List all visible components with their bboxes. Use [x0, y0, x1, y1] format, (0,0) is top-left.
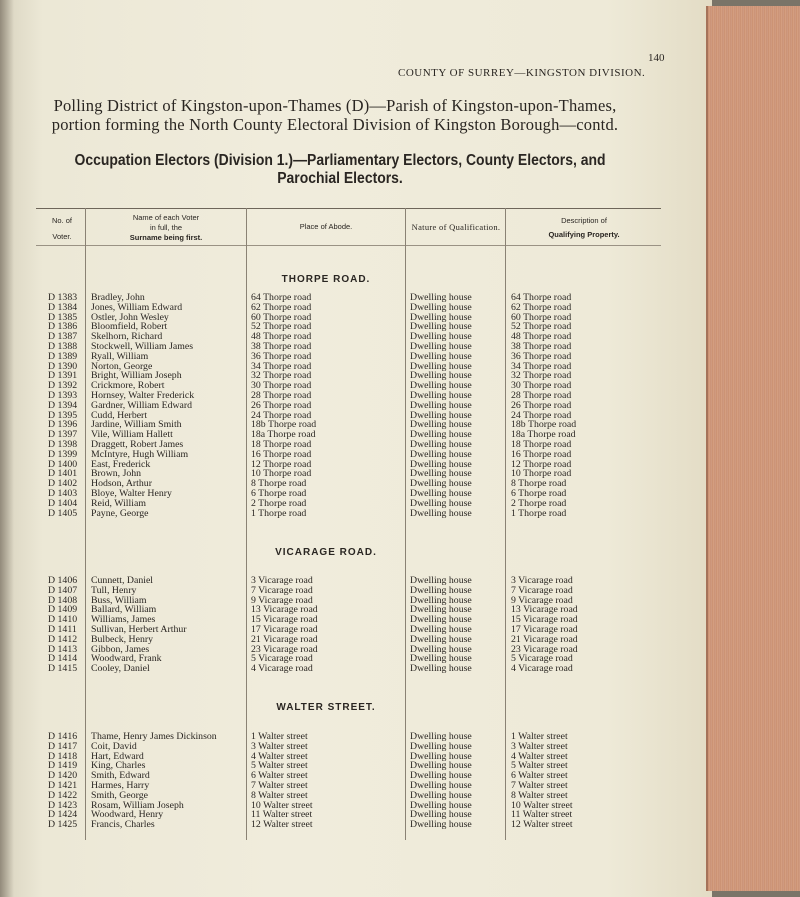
qualification: Dwelling house	[410, 341, 472, 352]
voter-number: D 1397	[48, 429, 78, 441]
qualifying-property: 5 Walter street	[511, 760, 568, 772]
polling-line-1: Polling District of Kingston-upon-Thames (D)—Parish of Kingston-upon-Thames,	[53, 96, 617, 115]
place-of-abode: 1 Walter street	[251, 731, 308, 742]
qualifying-property: 7 Walter street	[511, 780, 568, 791]
qualifying-property: 32 Thorpe road	[511, 370, 572, 382]
qualifying-property: 7 Vicarage road	[511, 584, 573, 596]
qualification: Dwelling house	[410, 604, 472, 616]
place-of-abode: 13 Vicarage road	[251, 604, 318, 616]
voter-name: Thame, Henry James Dickinson	[91, 731, 217, 742]
polling-line-2: portion forming the North County Electoral Division of Kingston Borough—contd.	[51, 115, 619, 134]
qualification: Dwelling house	[410, 331, 472, 343]
voter-name: Jones, William Edward	[91, 301, 183, 313]
place-of-abode: 4 Walter street	[251, 750, 308, 762]
voter-name: Skelhorn, Richard	[91, 331, 163, 343]
section-title: THORPE ROAD.	[281, 274, 371, 285]
voter-number: D 1415	[48, 663, 78, 675]
voter-number: D 1391	[48, 370, 78, 382]
qualifying-property: 10 Walter street	[511, 799, 573, 811]
qualifying-property: 10 Thorpe road	[511, 468, 572, 480]
qualifying-property: 5 Vicarage road	[511, 653, 573, 665]
place-of-abode: 17 Vicarage road	[251, 624, 318, 635]
qualification: Dwelling house	[410, 488, 472, 499]
voter-number: D 1407	[48, 584, 78, 596]
qualification: Dwelling house	[410, 740, 472, 752]
voter-number: D 1425	[48, 819, 78, 831]
place-of-abode: 5 Walter street	[251, 760, 308, 772]
voter-name: Cunnett, Daniel	[91, 575, 154, 586]
qualifying-property: 48 Thorpe road	[511, 331, 572, 343]
voter-name: Bright, William Joseph	[91, 370, 182, 382]
qualifying-property: 6 Walter street	[511, 770, 568, 782]
voter-number: D 1405	[48, 507, 78, 519]
qualifying-property: 15 Vicarage road	[511, 614, 578, 626]
col-header-line: in full, the	[149, 223, 183, 232]
qualifying-property: 11 Walter street	[511, 809, 573, 821]
qualifying-property: 38 Thorpe road	[511, 341, 572, 352]
voter-number: D 1412	[48, 633, 78, 645]
place-of-abode: 5 Vicarage road	[251, 653, 313, 665]
voter-name: Reid, William	[91, 497, 146, 509]
voter-name: McIntyre, Hugh William	[91, 448, 189, 460]
voter-number: D 1389	[48, 350, 78, 362]
qualification: Dwelling house	[410, 750, 472, 762]
voter-name: Harmes, Harry	[91, 780, 150, 791]
table-top-rule	[36, 208, 661, 209]
qualifying-property: 16 Thorpe road	[511, 448, 572, 460]
qualification: Dwelling house	[410, 731, 472, 742]
voter-name: Smith, George	[91, 789, 148, 801]
qualifying-property: 4 Vicarage road	[511, 663, 573, 675]
qualification: Dwelling house	[410, 370, 472, 382]
place-of-abode: 8 Thorpe road	[251, 478, 307, 490]
place-of-abode: 24 Thorpe road	[251, 409, 312, 421]
voter-name: Coit, David	[91, 740, 137, 752]
qualifying-property: 12 Thorpe road	[511, 458, 572, 470]
qualification: Dwelling house	[410, 478, 472, 490]
voter-number: D 1394	[48, 399, 78, 411]
voter-name: Draggett, Robert James	[91, 439, 184, 450]
place-of-abode: 18a Thorpe road	[251, 429, 316, 441]
voter-name: Ballard, William	[91, 604, 157, 616]
col-header-abode: Place of Abode.	[299, 222, 353, 231]
col-header-description	[507, 216, 661, 240]
spine-shadow	[0, 0, 14, 897]
voter-name: Buss, William	[91, 594, 147, 606]
qualifying-property: 34 Thorpe road	[511, 360, 572, 372]
occupation-heading	[52, 152, 628, 188]
qualification: Dwelling house	[410, 624, 472, 635]
qualification: Dwelling house	[410, 468, 472, 480]
voter-name: Cooley, Daniel	[91, 663, 150, 675]
qualifying-property: 4 Walter street	[511, 750, 568, 762]
qualifying-property: 26 Thorpe road	[511, 399, 572, 411]
voter-number: D 1387	[48, 331, 78, 343]
qualifying-property: 2 Thorpe road	[511, 497, 567, 509]
qualifying-property: 6 Thorpe road	[511, 488, 567, 499]
voter-number: D 1403	[48, 488, 78, 499]
book-page-edges	[706, 6, 800, 891]
place-of-abode: 10 Thorpe road	[251, 468, 312, 480]
polling-district-heading	[15, 96, 655, 134]
col-header-line: Description of	[561, 216, 607, 225]
voter-name: Woodward, Frank	[91, 653, 162, 665]
voter-number: D 1404	[48, 497, 78, 509]
voter-number: D 1417	[48, 740, 78, 752]
voter-name: Rosam, William Joseph	[91, 799, 184, 811]
place-of-abode: 10 Walter street	[251, 799, 313, 811]
qualification: Dwelling house	[410, 350, 472, 362]
voter-name: Crickmore, Robert	[91, 380, 165, 392]
place-of-abode: 60 Thorpe road	[251, 311, 312, 323]
voter-number: D 1411	[48, 624, 77, 635]
voter-name: Cudd, Herbert	[91, 409, 148, 421]
qualifying-property: 18b Thorpe road	[511, 419, 577, 431]
col-header-line: Voter.	[52, 232, 72, 241]
voter-number: D 1399	[48, 448, 78, 460]
voter-name: Hart, Edward	[91, 750, 144, 762]
qualifying-property: 12 Walter street	[511, 819, 573, 831]
qualification: Dwelling house	[410, 301, 472, 313]
voter-number: D 1384	[48, 301, 78, 313]
col-header-line: Qualifying Property.	[548, 230, 620, 239]
voter-number: D 1402	[48, 478, 78, 490]
voter-name: Woodward, Henry	[91, 809, 164, 821]
place-of-abode: 9 Vicarage road	[251, 594, 313, 606]
voter-name: Bloye, Walter Henry	[91, 488, 172, 499]
place-of-abode: 38 Thorpe road	[251, 341, 312, 352]
place-of-abode: 26 Thorpe road	[251, 399, 312, 411]
qualifying-property: 28 Thorpe road	[511, 390, 572, 401]
col-header-qualification: Nature of Qualification.	[411, 222, 501, 232]
qualification: Dwelling house	[410, 429, 472, 441]
voter-name: Hornsey, Walter Frederick	[91, 390, 195, 401]
voter-number: D 1410	[48, 614, 78, 626]
column-divider	[85, 208, 86, 840]
place-of-abode: 12 Walter street	[251, 819, 313, 831]
voter-name: Hodson, Arthur	[91, 478, 152, 490]
qualification: Dwelling house	[410, 614, 472, 626]
qualifying-property: 62 Thorpe road	[511, 301, 572, 313]
voter-number: D 1420	[48, 770, 78, 782]
qualifying-property: 18 Thorpe road	[511, 439, 572, 450]
qualification: Dwelling house	[410, 770, 472, 782]
voter-number: D 1390	[48, 360, 78, 372]
col-header-line: Surname being first.	[129, 233, 203, 242]
qualification: Dwelling house	[410, 789, 472, 801]
page-number: 140	[648, 52, 665, 64]
place-of-abode: 6 Walter street	[251, 770, 308, 782]
occupation-line-2: Parochial Electors.	[277, 170, 403, 187]
qualifying-property: 21 Vicarage road	[511, 633, 578, 645]
qualifying-property: 1 Walter street	[511, 731, 568, 742]
voter-name: Norton, George	[91, 360, 153, 372]
place-of-abode: 18 Thorpe road	[251, 439, 312, 450]
qualifying-property: 36 Thorpe road	[511, 350, 572, 362]
place-of-abode: 48 Thorpe road	[251, 331, 312, 343]
place-of-abode: 30 Thorpe road	[251, 380, 312, 392]
qualifying-property: 24 Thorpe road	[511, 409, 572, 421]
qualifying-property: 8 Walter street	[511, 789, 568, 801]
voter-number: D 1409	[48, 604, 78, 616]
qualification: Dwelling house	[410, 507, 472, 519]
qualification: Dwelling house	[410, 439, 472, 450]
voter-number: D 1406	[48, 575, 78, 586]
place-of-abode: 1 Thorpe road	[251, 507, 307, 519]
place-of-abode: 3 Walter street	[251, 740, 308, 752]
qualification: Dwelling house	[410, 663, 472, 675]
place-of-abode: 6 Thorpe road	[251, 488, 307, 499]
place-of-abode: 12 Thorpe road	[251, 458, 312, 470]
qualifying-property: 23 Vicarage road	[511, 643, 578, 655]
voter-name: King, Charles	[91, 760, 146, 772]
qualification: Dwelling house	[410, 594, 472, 606]
qualification: Dwelling house	[410, 799, 472, 811]
qualification: Dwelling house	[410, 409, 472, 421]
voter-name: Sullivan, Herbert Arthur	[91, 624, 187, 635]
qualification: Dwelling house	[410, 584, 472, 596]
qualification: Dwelling house	[410, 458, 472, 470]
qualification: Dwelling house	[410, 760, 472, 772]
col-header-voter-no	[40, 216, 84, 242]
voter-name: East, Frederick	[91, 458, 151, 470]
place-of-abode: 16 Thorpe road	[251, 448, 312, 460]
qualification: Dwelling house	[410, 419, 472, 431]
voter-number: D 1385	[48, 311, 78, 323]
voter-name: Jardine, William Smith	[91, 419, 182, 431]
place-of-abode: 15 Vicarage road	[251, 614, 318, 626]
place-of-abode: 3 Vicarage road	[251, 575, 313, 586]
qualification: Dwelling house	[410, 390, 472, 401]
place-of-abode: 62 Thorpe road	[251, 301, 312, 313]
voter-number: D 1400	[48, 458, 78, 470]
qualifying-property: 3 Vicarage road	[511, 575, 573, 586]
column-divider	[405, 208, 406, 840]
voter-name: Ostler, John Wesley	[91, 311, 169, 323]
qualifying-property: 64 Thorpe road	[511, 292, 572, 303]
col-header-name	[88, 213, 244, 243]
voter-number: D 1422	[48, 789, 78, 801]
voter-name: Ryall, William	[91, 350, 149, 362]
qualifying-property: 18a Thorpe road	[511, 429, 576, 441]
place-of-abode: 36 Thorpe road	[251, 350, 312, 362]
voter-name: Bradley, John	[91, 292, 145, 303]
qualifying-property: 9 Vicarage road	[511, 594, 573, 606]
qualification: Dwelling house	[410, 292, 472, 303]
voter-number: D 1392	[48, 380, 78, 392]
place-of-abode: 2 Thorpe road	[251, 497, 307, 509]
voter-number: D 1398	[48, 439, 78, 450]
voter-name: Bloomfield, Robert	[91, 321, 168, 333]
qualification: Dwelling house	[410, 643, 472, 655]
county-heading: COUNTY OF SURREY—KINGSTON DIVISION.	[398, 67, 646, 79]
qualification: Dwelling house	[410, 780, 472, 791]
voter-name: Tull, Henry	[91, 584, 137, 596]
qualifying-property: 8 Thorpe road	[511, 478, 567, 490]
qualifying-property: 1 Thorpe road	[511, 507, 567, 519]
place-of-abode: 64 Thorpe road	[251, 292, 312, 303]
voter-number: D 1395	[48, 409, 78, 421]
qualification: Dwelling house	[410, 321, 472, 333]
qualification: Dwelling house	[410, 360, 472, 372]
qualification: Dwelling house	[410, 399, 472, 411]
section-title: VICARAGE ROAD.	[275, 547, 377, 558]
voter-name: Vile, William Hallett	[91, 429, 173, 441]
place-of-abode: 28 Thorpe road	[251, 390, 312, 401]
place-of-abode: 21 Vicarage road	[251, 633, 318, 645]
voter-number: D 1386	[48, 321, 78, 333]
place-of-abode: 7 Vicarage road	[251, 584, 313, 596]
column-divider	[246, 208, 247, 840]
place-of-abode: 7 Walter street	[251, 780, 308, 791]
voter-number: D 1419	[48, 760, 78, 772]
qualification: Dwelling house	[410, 311, 472, 323]
voter-number: D 1388	[48, 341, 78, 352]
voter-number: D 1401	[48, 468, 78, 480]
voter-name: Brown, John	[91, 468, 142, 480]
place-of-abode: 32 Thorpe road	[251, 370, 312, 382]
qualifying-property: 60 Thorpe road	[511, 311, 572, 323]
place-of-abode: 34 Thorpe road	[251, 360, 312, 372]
qualifying-property: 30 Thorpe road	[511, 380, 572, 392]
qualification: Dwelling house	[410, 380, 472, 392]
voter-name: Gibbon, James	[91, 643, 150, 655]
voter-number: D 1414	[48, 653, 78, 665]
voter-number: D 1393	[48, 390, 78, 401]
place-of-abode: 18b Thorpe road	[251, 419, 317, 431]
column-divider	[505, 208, 506, 840]
voter-name: Smith, Edward	[91, 770, 150, 782]
qualifying-property: 13 Vicarage road	[511, 604, 578, 616]
voter-number: D 1396	[48, 419, 78, 431]
qualification: Dwelling house	[410, 809, 472, 821]
place-of-abode: 4 Vicarage road	[251, 663, 313, 675]
voter-name: Williams, James	[91, 614, 156, 626]
voter-name: Stockwell, William James	[91, 341, 194, 352]
qualification: Dwelling house	[410, 448, 472, 460]
col-header-line: No. of	[51, 216, 72, 225]
header-bottom-rule	[36, 245, 661, 246]
qualification: Dwelling house	[410, 497, 472, 509]
qualification: Dwelling house	[410, 653, 472, 665]
occupation-line-1: Occupation Electors (Division 1.)—Parliamentary Electors, County Electors, and	[74, 152, 606, 169]
qualification: Dwelling house	[410, 819, 472, 831]
place-of-abode: 52 Thorpe road	[251, 321, 312, 333]
place-of-abode: 11 Walter street	[251, 809, 313, 821]
voter-number: D 1418	[48, 750, 78, 762]
section-title: WALTER STREET.	[276, 702, 376, 713]
voter-number: D 1416	[48, 731, 78, 742]
voter-number: D 1383	[48, 292, 78, 303]
voter-number: D 1421	[48, 780, 78, 791]
voter-name: Gardner, William Edward	[91, 399, 193, 411]
qualification: Dwelling house	[410, 575, 472, 586]
col-header-line: Name of each Voter	[132, 213, 200, 222]
qualifying-property: 3 Walter street	[511, 740, 568, 752]
voter-name: Francis, Charles	[91, 819, 155, 831]
place-of-abode: 8 Walter street	[251, 789, 308, 801]
place-of-abode: 23 Vicarage road	[251, 643, 318, 655]
voter-number: D 1413	[48, 643, 78, 655]
qualification: Dwelling house	[410, 633, 472, 645]
qualifying-property: 52 Thorpe road	[511, 321, 572, 333]
voter-number: D 1423	[48, 799, 78, 811]
voter-name: Bulbeck, Henry	[91, 633, 154, 645]
voter-number: D 1424	[48, 809, 78, 821]
voter-number: D 1408	[48, 594, 78, 606]
voter-name: Payne, George	[91, 507, 149, 519]
qualifying-property: 17 Vicarage road	[511, 624, 578, 635]
